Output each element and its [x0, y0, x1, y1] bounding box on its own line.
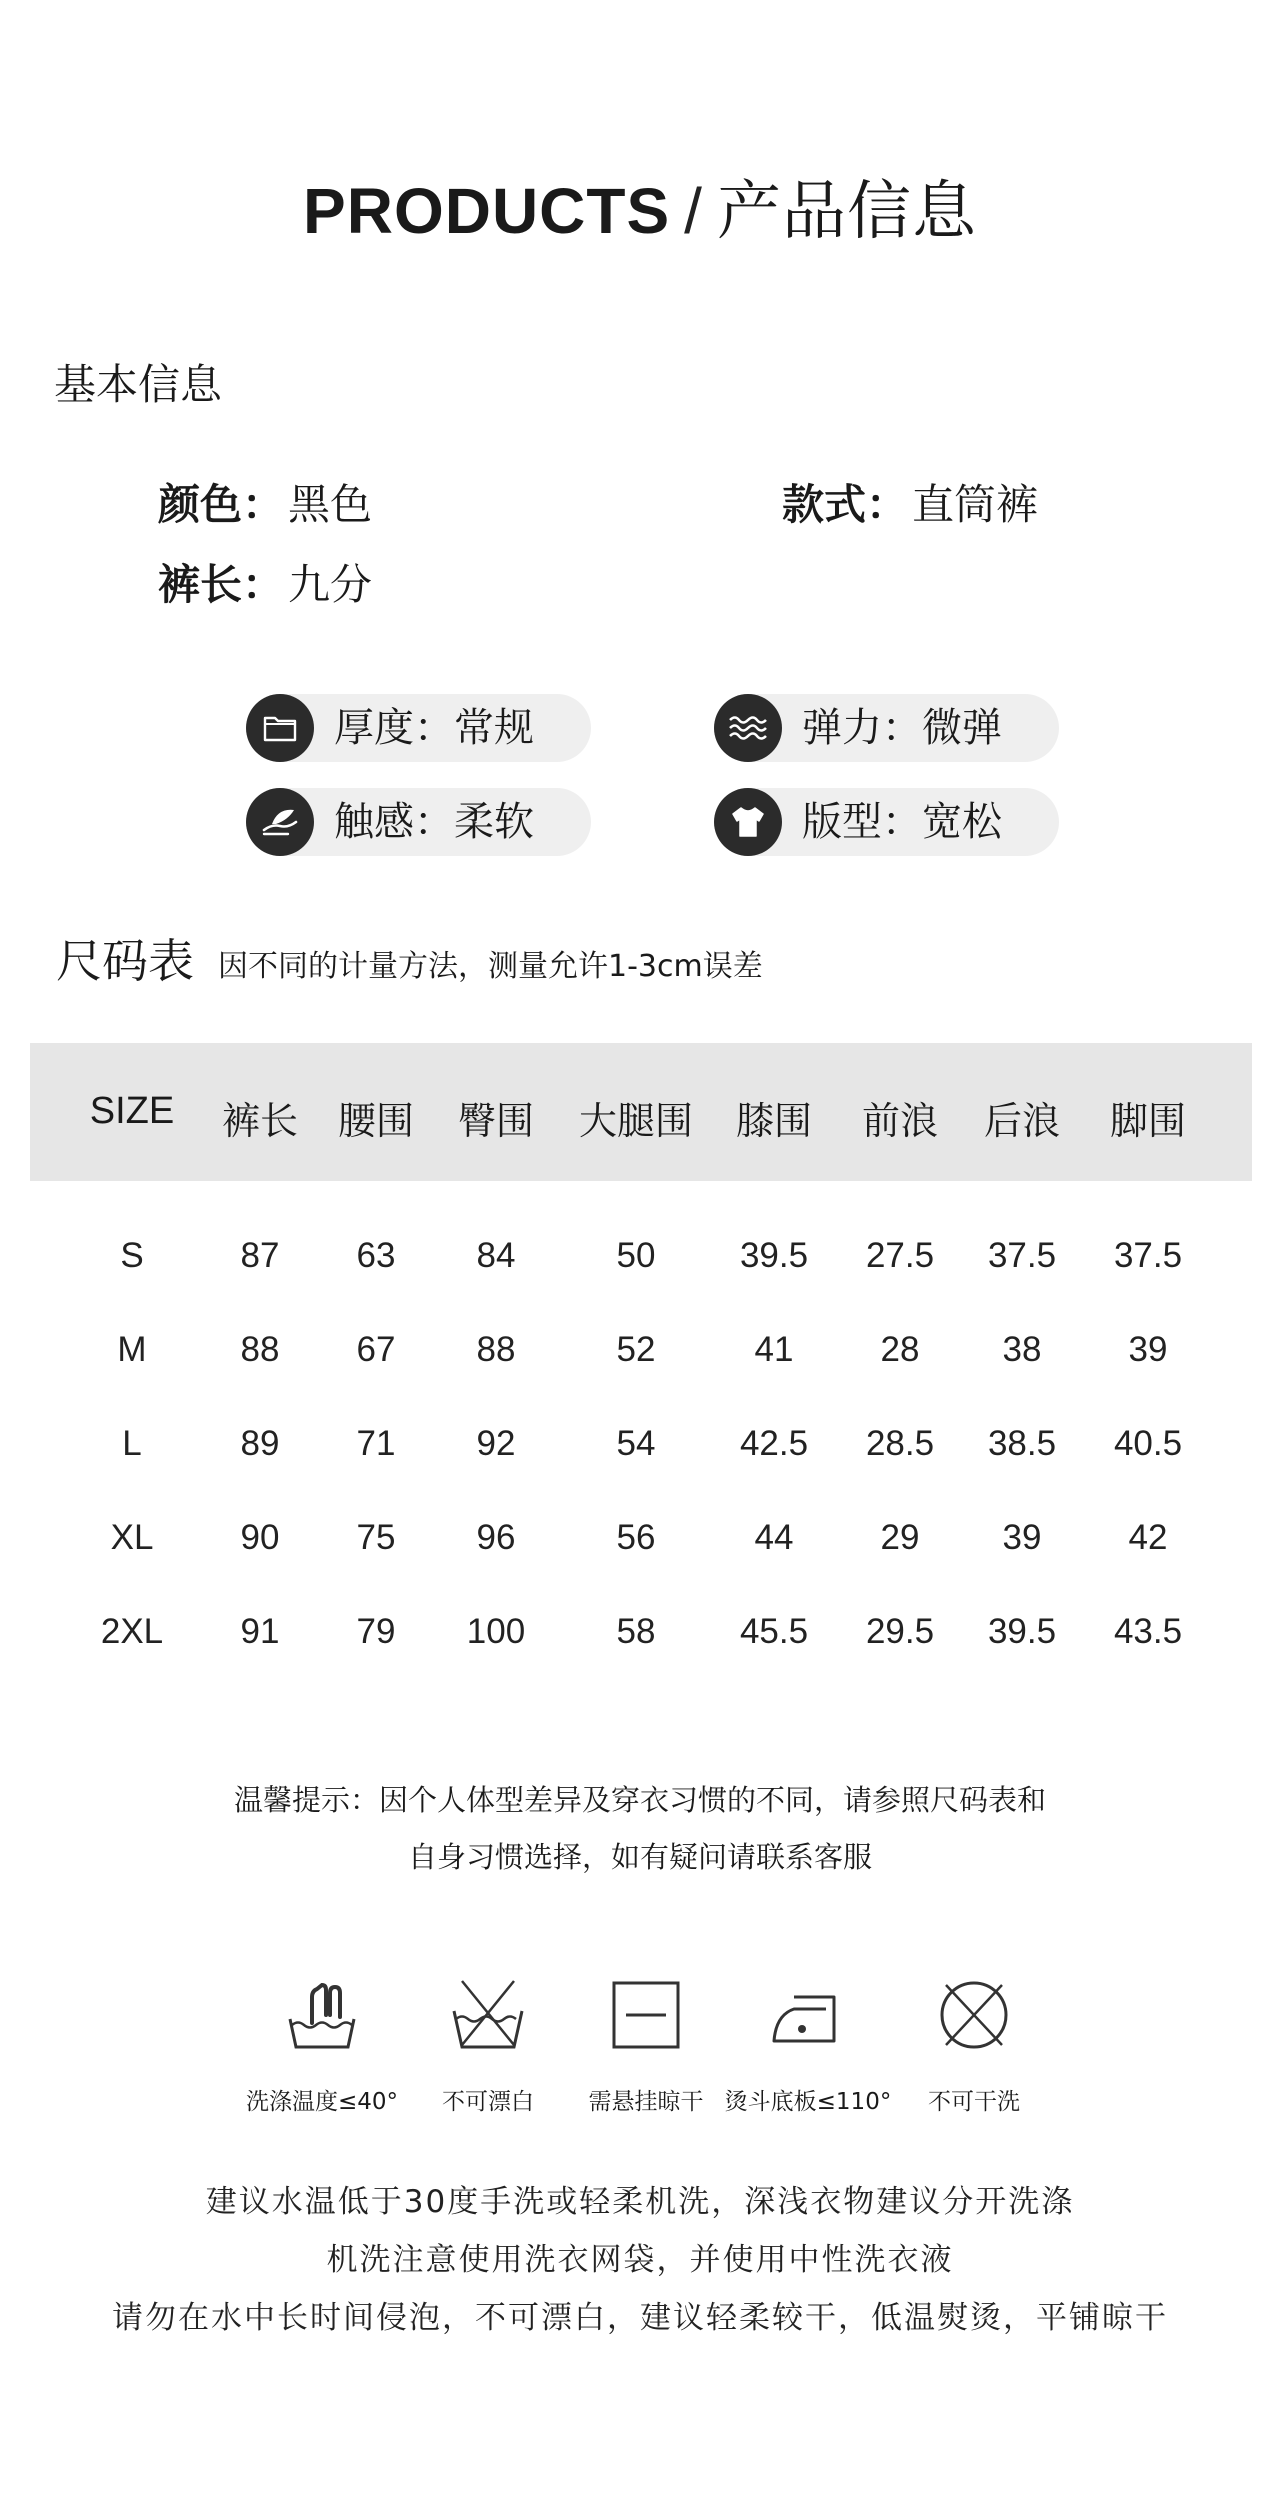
tshirt-icon [714, 788, 782, 856]
care-label-bleach: 不可漂白 [442, 2089, 534, 2115]
advice-line-1: 建议水温低于30度手洗或轻柔机洗，深浅衣物建议分开洗涤 [205, 2184, 1075, 2220]
table-value-cell: 56 [616, 1518, 656, 1557]
table-value-cell: 87 [240, 1236, 280, 1275]
table-value-cell: 37.5 [987, 1236, 1057, 1275]
table-value-cell: 27.5 [865, 1236, 935, 1275]
table-value-cell: 79 [356, 1612, 396, 1651]
style-value: 直筒裤 [912, 480, 1039, 529]
advice-line-2: 机洗注意使用洗衣网袋，并使用中性洗衣液 [326, 2242, 954, 2278]
table-value-cell: 45.5 [739, 1612, 809, 1651]
table-header-cell: 脚围 [1109, 1099, 1186, 1143]
table-value-cell: 29.5 [865, 1612, 935, 1651]
table-value-cell: 38.5 [987, 1424, 1057, 1463]
table-header-cell: 腰围 [337, 1099, 414, 1143]
title-en: PRODUCTS [303, 175, 671, 247]
style-label: 款式： [782, 480, 909, 529]
table-value-cell: 37.5 [1113, 1236, 1183, 1275]
length-row [158, 552, 372, 612]
table-header-cell: 大腿围 [578, 1099, 693, 1143]
basic-info-heading: 基本信息 [54, 360, 223, 409]
table-value-cell: 96 [476, 1518, 516, 1557]
table-value-cell: 42 [1128, 1518, 1168, 1557]
table-value-cell: 100 [466, 1612, 526, 1651]
waves-icon [714, 694, 782, 762]
tip-line-1: 温馨提示：因个人体型差异及穿衣习惯的不同，请参照尺码表和 [233, 1783, 1046, 1817]
style-row [782, 472, 1038, 532]
table-value-cell: 90 [240, 1518, 280, 1557]
thickness-value: 常规 [454, 705, 534, 751]
table-value-cell: 54 [616, 1424, 656, 1463]
table-header-cell: 裤长 [221, 1099, 298, 1143]
table-value-cell: 84 [476, 1236, 516, 1275]
table-size-cell: 2XL [100, 1612, 164, 1651]
table-value-cell: 28 [880, 1330, 920, 1369]
elasticity-label: 弹力： [802, 705, 922, 751]
care-label-iron: 烫斗底板≤110° [724, 2089, 892, 2115]
table-value-cell: 43.5 [1113, 1612, 1183, 1651]
table-size-cell: L [122, 1424, 142, 1463]
elasticity-value: 微弹 [922, 705, 1002, 751]
no-dry-clean-icon [934, 1975, 1014, 2055]
care-label-dry: 需悬挂晾干 [588, 2089, 704, 2115]
line-dry-icon [606, 1975, 686, 2055]
feature-touch [246, 788, 591, 856]
table-value-cell: 91 [240, 1612, 280, 1651]
table-value-cell: 44 [754, 1518, 794, 1557]
tip-line-2: 自身习惯选择，如有疑问请联系客服 [407, 1840, 872, 1874]
fit-label: 版型： [802, 799, 922, 845]
fit-value: 宽松 [922, 799, 1002, 845]
table-size-cell: S [120, 1236, 144, 1275]
length-label: 裤长： [158, 560, 285, 609]
table-value-cell: 75 [356, 1518, 396, 1557]
table-header-cell: SIZE [89, 1090, 175, 1132]
page-title [0, 160, 1280, 252]
table-header-cell: 膝围 [735, 1099, 812, 1143]
color-row [158, 472, 372, 532]
table-value-cell: 41 [754, 1330, 794, 1369]
table-value-cell: 38 [1002, 1330, 1042, 1369]
feature-thickness [246, 694, 591, 762]
table-value-cell: 92 [476, 1424, 516, 1463]
feature-elasticity [714, 694, 1059, 762]
table-value-cell: 58 [616, 1612, 656, 1651]
table-value-cell: 89 [240, 1424, 280, 1463]
feature-fit [714, 788, 1059, 856]
folder-icon [246, 694, 314, 762]
touch-value: 柔软 [454, 799, 534, 845]
table-size-cell: XL [110, 1518, 154, 1557]
advice-line-3: 请勿在水中长时间侵泡，不可漂白，建议轻柔较干，低温熨烫，平铺晾干 [112, 2300, 1168, 2336]
table-header-cell: 臀围 [457, 1099, 534, 1143]
table-value-cell: 42.5 [739, 1424, 809, 1463]
table-value-cell: 52 [616, 1330, 656, 1369]
thickness-label: 厚度： [334, 705, 454, 751]
table-value-cell: 88 [476, 1330, 516, 1369]
table-value-cell: 28.5 [865, 1424, 935, 1463]
size-chart-note: 因不同的计量方法，测量允许1-3cm误差 [218, 949, 763, 984]
touch-label: 触感： [334, 799, 454, 845]
length-value: 九分 [288, 560, 373, 609]
size-chart-title: 尺码表 [56, 934, 194, 988]
table-value-cell: 29 [880, 1518, 920, 1557]
table-header-cell: 前浪 [861, 1099, 938, 1143]
color-value: 黑色 [288, 480, 373, 529]
title-separator: / [684, 175, 703, 247]
table-value-cell: 39 [1002, 1518, 1042, 1557]
table-value-cell: 39 [1128, 1330, 1168, 1369]
table-value-cell: 88 [240, 1330, 280, 1369]
care-label-wash: 洗涤温度≤40° [245, 2089, 399, 2115]
table-value-cell: 63 [356, 1236, 396, 1275]
hand-wash-icon [282, 1975, 362, 2055]
table-value-cell: 39.5 [987, 1612, 1057, 1651]
title-cn: 产品信息 [716, 175, 977, 249]
feather-hand-icon [246, 788, 314, 856]
table-value-cell: 50 [616, 1236, 656, 1275]
table-header-cell: 后浪 [983, 1099, 1060, 1143]
table-value-cell: 71 [356, 1424, 396, 1463]
no-bleach-icon [448, 1975, 528, 2055]
care-label-dry-clean: 不可干洗 [928, 2089, 1020, 2115]
table-value-cell: 40.5 [1113, 1424, 1183, 1463]
iron-icon [768, 1975, 848, 2055]
table-value-cell: 39.5 [739, 1236, 809, 1275]
color-label: 颜色： [158, 480, 285, 529]
table-value-cell: 67 [356, 1330, 396, 1369]
table-size-cell: M [117, 1330, 147, 1369]
